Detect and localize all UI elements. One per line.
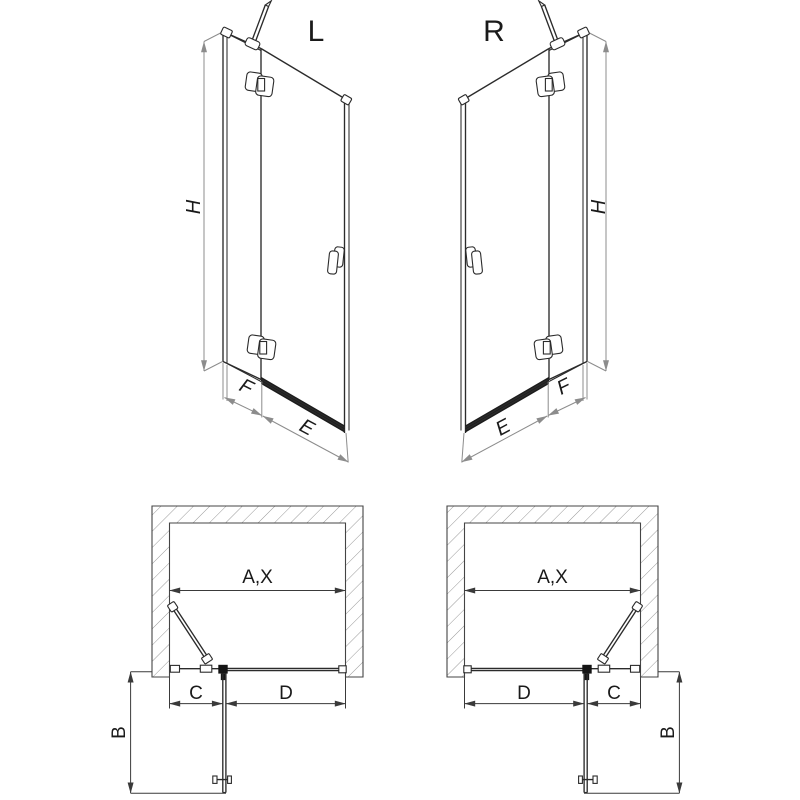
left-plan-wall: [152, 506, 363, 677]
height-label-right: H: [588, 199, 610, 215]
door-width-label-right: E: [492, 414, 515, 441]
opening-label-right: A,X: [537, 567, 568, 588]
fixed-section-label-right: C: [607, 683, 621, 704]
swing-depth-label-right: B: [658, 726, 679, 739]
right-plan-wall: [447, 506, 658, 677]
fixed-width-label-left: F: [235, 374, 257, 400]
fixed-width-label-right: F: [553, 374, 575, 400]
height-label-left: H: [183, 199, 205, 215]
variant-label-left: L: [307, 15, 325, 48]
left-3d-view: [204, 1, 352, 463]
variant-label-right: R: [483, 15, 505, 48]
swing-depth-label-left: B: [109, 726, 130, 739]
door-section-label-right: D: [517, 683, 531, 704]
labels: [109, 15, 679, 739]
door-section-label-left: D: [279, 683, 293, 704]
door-width-label-left: E: [295, 414, 318, 441]
opening-label-left: A,X: [242, 567, 273, 588]
fixed-section-label-left: C: [189, 683, 203, 704]
right-3d-view: [458, 1, 606, 463]
